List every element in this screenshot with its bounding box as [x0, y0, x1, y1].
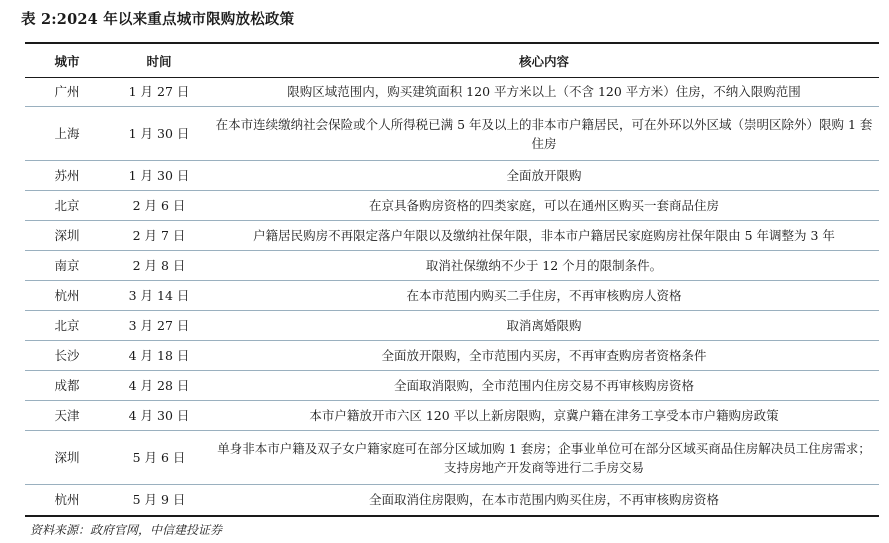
- cell-date: 2 月 8 日: [109, 251, 209, 281]
- table-row: [25, 485, 879, 515]
- cell-city: 上海: [25, 107, 109, 161]
- table-header-row: [25, 44, 879, 77]
- cell-content: 取消社保缴纳不少于 12 个月的限制条件。: [209, 251, 879, 281]
- header-city: 城市: [54, 53, 80, 69]
- cell-content: 限购区域范围内，购买建筑面积 120 平方米以上（不含 120 平方米）住房，不纳入限购范围: [209, 77, 879, 107]
- cell-city: 北京: [25, 311, 109, 341]
- cell-content: 取消离婚限购: [209, 311, 879, 341]
- table-row: [25, 401, 879, 431]
- table-row: [25, 251, 879, 281]
- cell-city: 北京: [25, 191, 109, 221]
- cell-date: 4 月 30 日: [109, 401, 209, 431]
- cell-content: 全面放开限购: [209, 161, 879, 191]
- cell-date: 5 月 6 日: [109, 431, 209, 485]
- cell-date: 1 月 30 日: [109, 161, 209, 191]
- table-row: [25, 77, 879, 107]
- cell-content: 本市户籍放开市六区 120 平以上新房限购，京冀户籍在津务工享受本市户籍购房政策: [209, 401, 879, 431]
- policy-table: [25, 44, 879, 514]
- cell-date: 2 月 6 日: [109, 191, 209, 221]
- header-date: 时间: [146, 53, 172, 69]
- table-row: [25, 161, 879, 191]
- cell-city: 深圳: [25, 431, 109, 485]
- table-row: [25, 371, 879, 401]
- cell-content: 全面放开限购，全市范围内买房，不再审查购房者资格条件: [209, 341, 879, 371]
- cell-city: 杭州: [25, 281, 109, 311]
- cell-content: 在本市连续缴纳社会保险或个人所得税已满 5 年及以上的非本市户籍居民，可在外环以外区域（崇明区除外）限购 1 套住房: [209, 107, 879, 161]
- source-note: 资料来源：政府官网，中信建投证券: [30, 523, 223, 537]
- table-title: 表 2:2024 年以来重点城市限购放松政策: [21, 11, 295, 28]
- cell-city: 苏州: [25, 161, 109, 191]
- cell-date: 1 月 30 日: [109, 107, 209, 161]
- cell-content: 户籍居民购房不再限定落户年限以及缴纳社保年限，非本市户籍居民家庭购房社保年限由 5 年调整为 3 年: [209, 221, 879, 251]
- table-row: [25, 107, 879, 161]
- table-row: [25, 341, 879, 371]
- cell-content: 全面取消限购，全市范围内住房交易不再审核购房资格: [209, 371, 879, 401]
- table-bottom-rule: [25, 515, 879, 517]
- cell-city: 长沙: [25, 341, 109, 371]
- cell-city: 杭州: [54, 492, 80, 507]
- cell-date: 4 月 28 日: [109, 371, 209, 401]
- cell-city: 天津: [25, 401, 109, 431]
- table-row: [25, 311, 879, 341]
- cell-content: 单身非本市户籍及双子女户籍家庭可在部分区域加购 1 套房；企事业单位可在部分区域买商品住房解决员工住房需求；支持房地产开发商等进行二手房交易: [209, 431, 879, 485]
- cell-city: 广州: [25, 77, 109, 107]
- cell-city: 成都: [25, 371, 109, 401]
- cell-date: 1 月 27 日: [109, 77, 209, 107]
- cell-content: 在本市范围内购买二手住房，不再审核购房人资格: [209, 281, 879, 311]
- cell-date: 2 月 7 日: [109, 221, 209, 251]
- cell-date: 3 月 14 日: [109, 281, 209, 311]
- cell-date: 3 月 27 日: [109, 311, 209, 341]
- cell-content: 在京具备购房资格的四类家庭，可以在通州区购买一套商品住房: [209, 191, 879, 221]
- header-content: 核心内容: [518, 53, 569, 69]
- table-row: [25, 281, 879, 311]
- cell-content: 全面取消住房限购，在本市范围内购买住房，不再审核购房资格: [368, 492, 719, 507]
- table-row: [25, 431, 879, 485]
- table-row: [25, 221, 879, 251]
- table-row: [25, 191, 879, 221]
- cell-city: 南京: [25, 251, 109, 281]
- cell-city: 深圳: [25, 221, 109, 251]
- cell-date: 4 月 18 日: [109, 341, 209, 371]
- cell-date: 5 月 9 日: [132, 492, 186, 507]
